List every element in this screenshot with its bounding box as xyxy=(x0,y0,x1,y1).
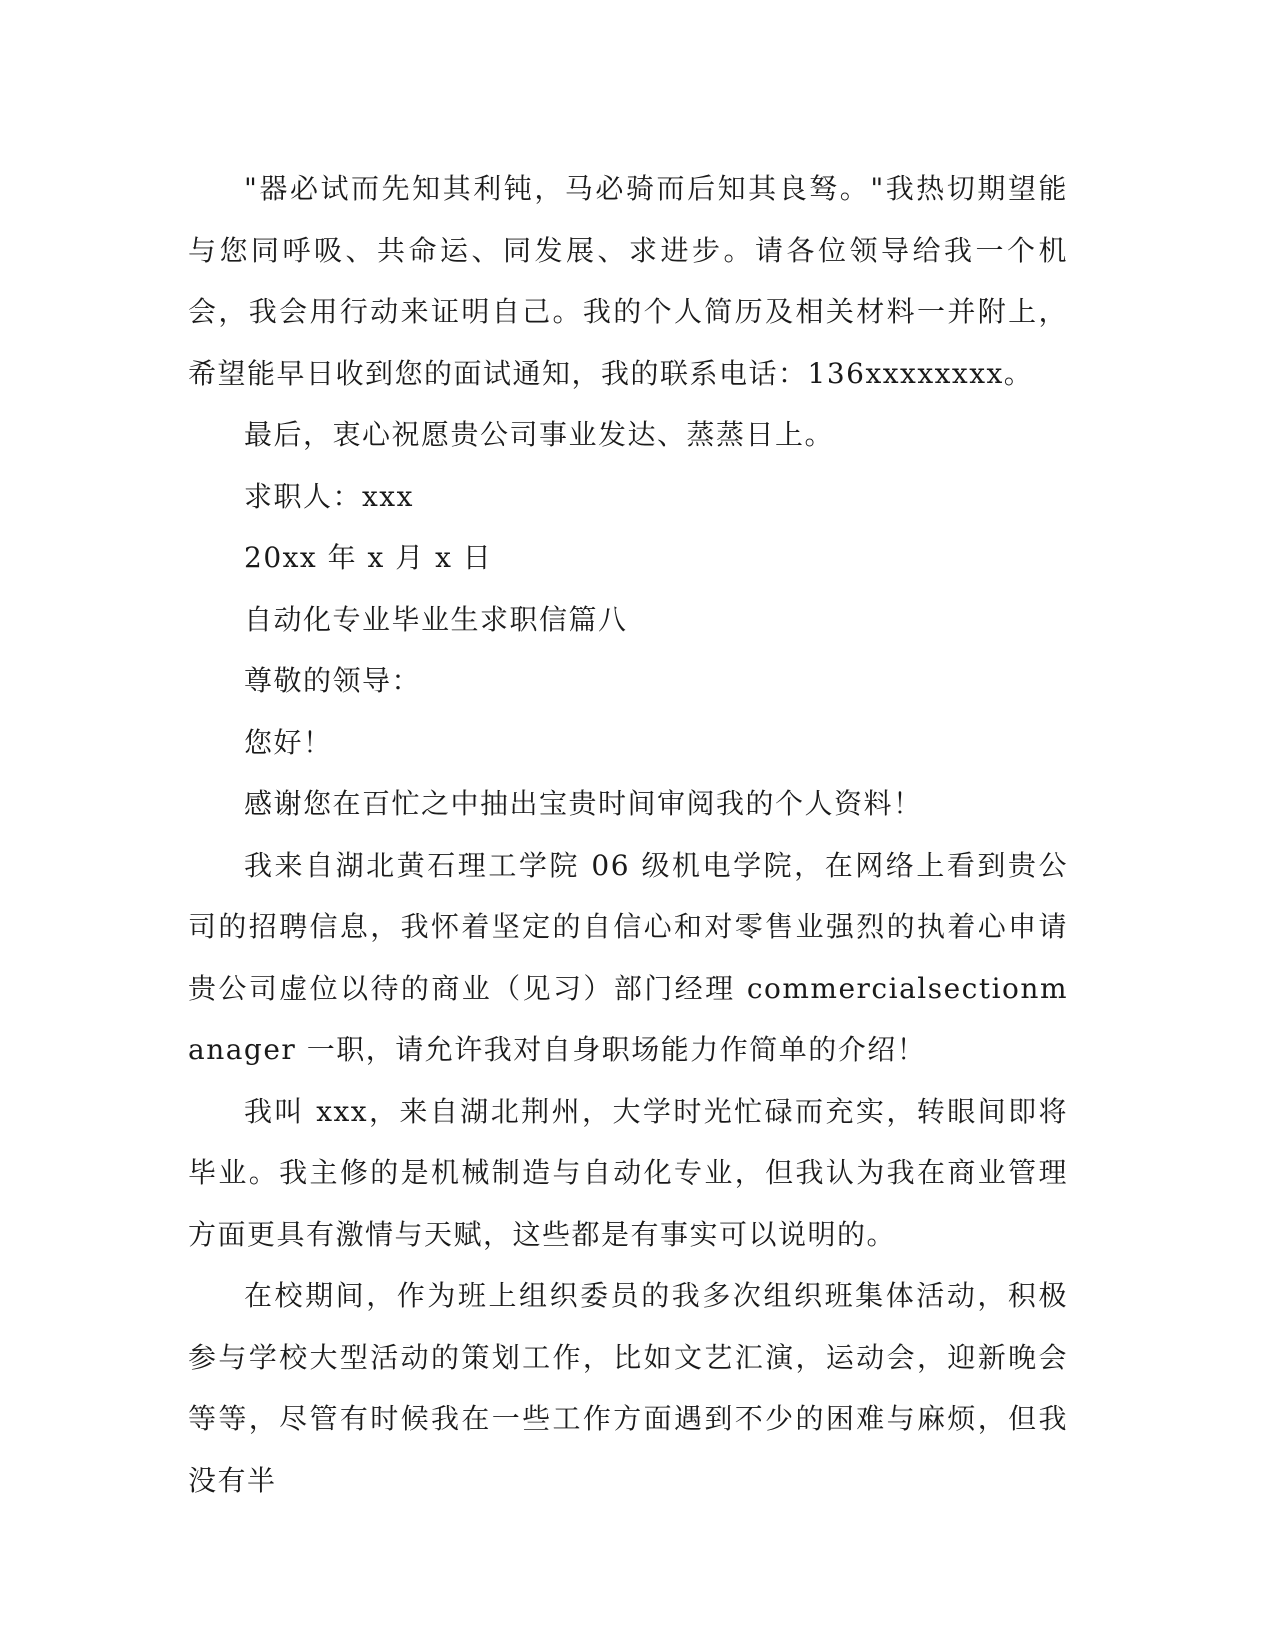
paragraph-wishes: 最后，衷心祝愿贵公司事业发达、蒸蒸日上。 xyxy=(244,418,835,451)
signature-applicant: 求职人：xxx xyxy=(244,479,414,513)
paragraph-closing-request: "器必试而先知其利钝，马必骑而后知其良驽。"我热切期望能与您同呼吸、共命运、同发展、求进步。请各位领导给我一个机会，我会用行动来证明自己。我的个人简历及相关材料一并附上，希望能早日收到您的面试通知，我的联系电话：136xxxxxxxx。 xyxy=(188,172,1068,390)
paragraph-introduction: 我来自湖北黄石理工学院 06 级机电学院，在网络上看到贵公司的招聘信息，我怀着坚定的自信心和对零售业强烈的执着心申请贵公司虚位以待的商业（见习）部门经理 commercialsectionmanager 一职，请允许我对自身职场能力作简单的介绍！ xyxy=(188,848,1068,1066)
greeting: 您好！ xyxy=(244,725,333,759)
paragraph-thanks: 感谢您在百忙之中抽出宝贵时间审阅我的个人资料！ xyxy=(244,787,923,820)
paragraph-activities: 在校期间，作为班上组织委员的我多次组织班集体活动，积极参与学校大型活动的策划工作，比如文艺汇演，运动会，迎新晚会等等，尽管有时候我在一些工作方面遇到不少的困难与麻烦，但我没有半 xyxy=(188,1279,1068,1497)
salutation: 尊敬的领导： xyxy=(244,664,422,697)
signature-date: 20xx 年 x 月 x 日 xyxy=(244,541,493,574)
paragraph-background: 我叫 xxx，来自湖北荆州，大学时光忙碌而充实，转眼间即将毕业。我主修的是机械制造与自动化专业，但我认为我在商业管理方面更具有激情与天赋，这些都是有事实可以说明的。 xyxy=(188,1094,1068,1251)
document-body xyxy=(188,158,1068,1511)
section-title: 自动化专业毕业生求职信篇八 xyxy=(244,602,628,636)
